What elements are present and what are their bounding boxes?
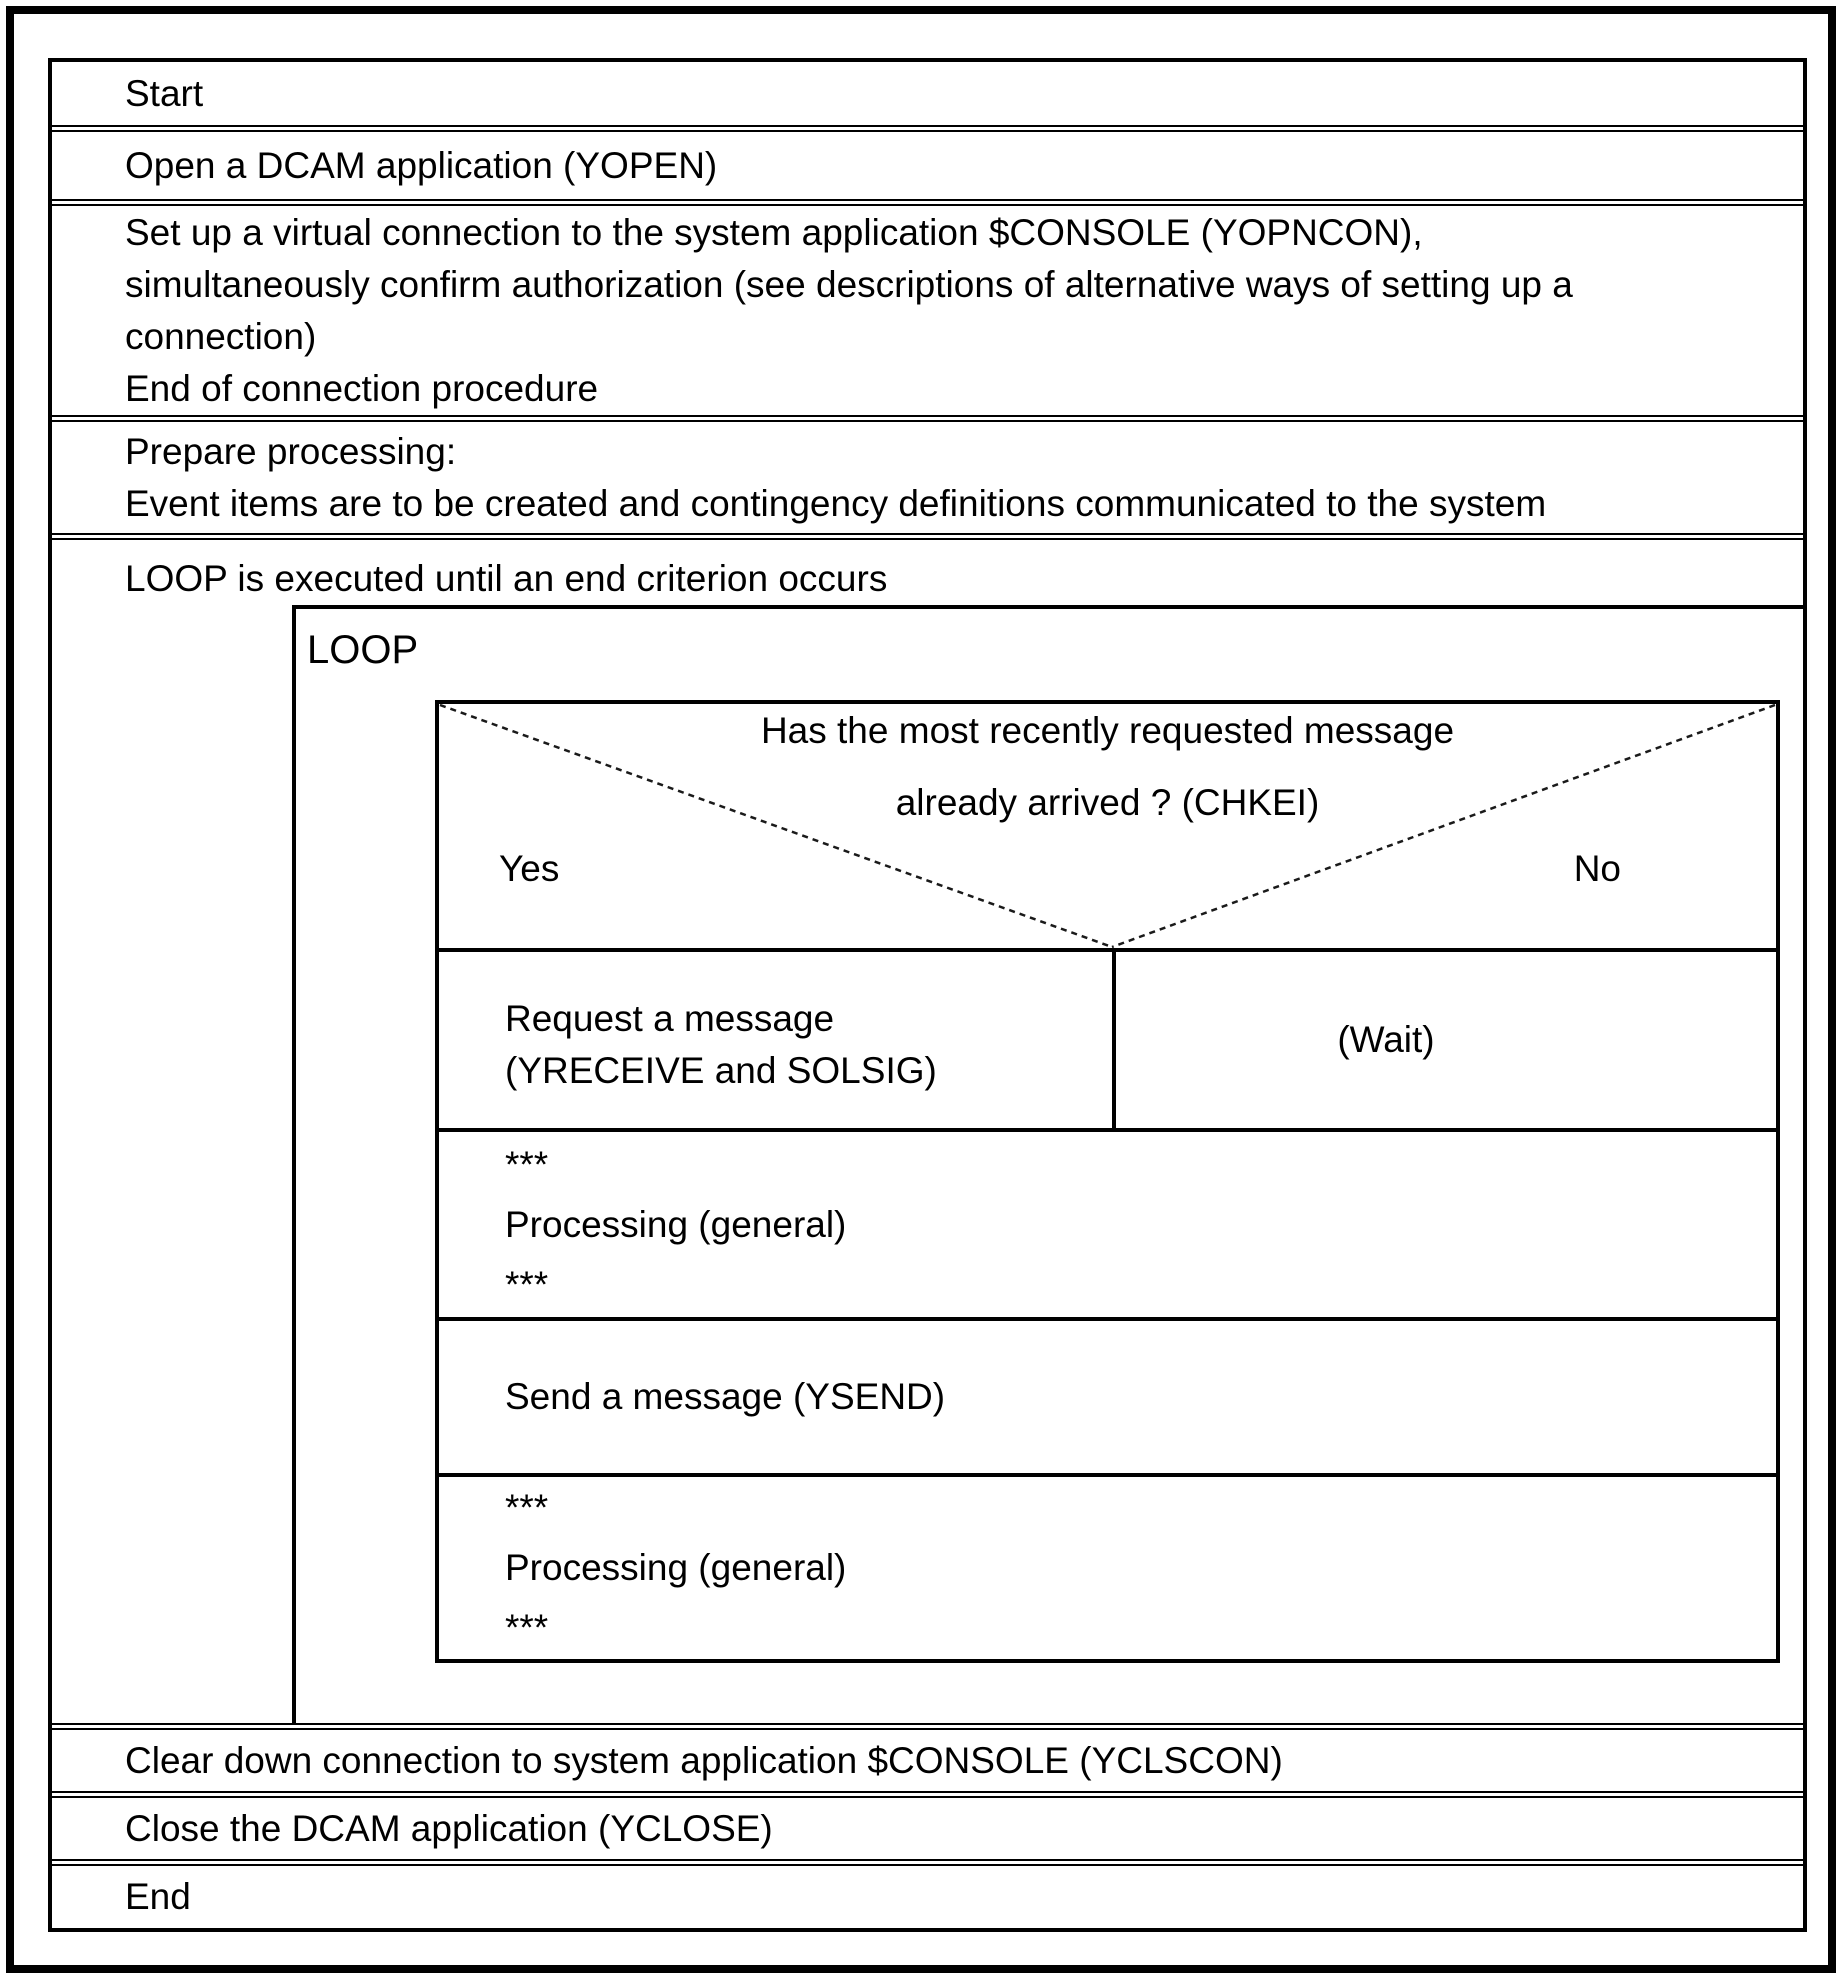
branch-row	[439, 952, 1776, 1132]
setup-line-3: connection)	[125, 315, 317, 357]
setup-line-2: simultaneously confirm authorization (see descriptions of alternative ways of setting up a	[125, 263, 1573, 305]
decision-answers	[439, 847, 1776, 891]
prepare-line-1: Prepare processing:	[125, 430, 457, 472]
start-label: Start	[125, 72, 204, 114]
request-message-line-1: Request a message	[505, 998, 835, 1039]
row-setup-connection	[52, 206, 1803, 422]
stars-top-2: ***	[505, 1487, 549, 1528]
processing-general-label-2: Processing (general)	[505, 1547, 847, 1588]
row-end	[52, 1866, 1803, 1928]
close-application-label: Close the DCAM application (YCLOSE)	[125, 1807, 773, 1849]
end-label: End	[125, 1876, 191, 1917]
stars-bottom-2: ***	[505, 1607, 549, 1648]
yes-branch-label: Yes	[499, 848, 560, 889]
send-message-step	[439, 1321, 1776, 1477]
yes-branch-cell	[439, 952, 1116, 1128]
no-branch-cell	[1116, 952, 1776, 1128]
loop-label: LOOP	[307, 628, 419, 672]
decision-header	[439, 704, 1776, 952]
stars-bottom: ***	[505, 1263, 549, 1305]
row-prepare-processing	[52, 422, 1803, 540]
row-open-application	[52, 132, 1803, 206]
decision-stack	[435, 700, 1780, 1663]
processing-step-2	[439, 1477, 1776, 1659]
open-application-label: Open a DCAM application (YOPEN)	[125, 144, 718, 186]
row-start	[52, 62, 1803, 132]
request-message-line-2: (YRECEIVE and SOLSIG)	[505, 1050, 937, 1091]
setup-line-1: Set up a virtual connection to the system application $CONSOLE (YOPNCON),	[125, 211, 1423, 253]
loop-header-label: LOOP is executed until an end criterion occurs	[125, 558, 888, 599]
processing-step-1	[439, 1132, 1776, 1321]
processing-general-label: Processing (general)	[505, 1203, 847, 1245]
row-clear-connection	[52, 1730, 1803, 1798]
decision-question-line-2: already arrived ? (CHKEI)	[895, 782, 1320, 823]
send-message-label: Send a message (YSEND)	[505, 1376, 946, 1417]
no-branch-label: No	[1573, 848, 1621, 889]
decision-question-line-1: Has the most recently requested message	[760, 710, 1455, 751]
clear-connection-label: Clear down connection to system application $CONSOLE (YCLSCON)	[125, 1739, 1283, 1781]
row-close-application	[52, 1798, 1803, 1866]
wait-label: (Wait)	[1337, 1019, 1435, 1060]
stars-top: ***	[505, 1143, 549, 1185]
prepare-line-2: Event items are to be created and contingency definitions communicated to the system	[125, 482, 1547, 524]
setup-line-4: End of connection procedure	[125, 367, 599, 409]
